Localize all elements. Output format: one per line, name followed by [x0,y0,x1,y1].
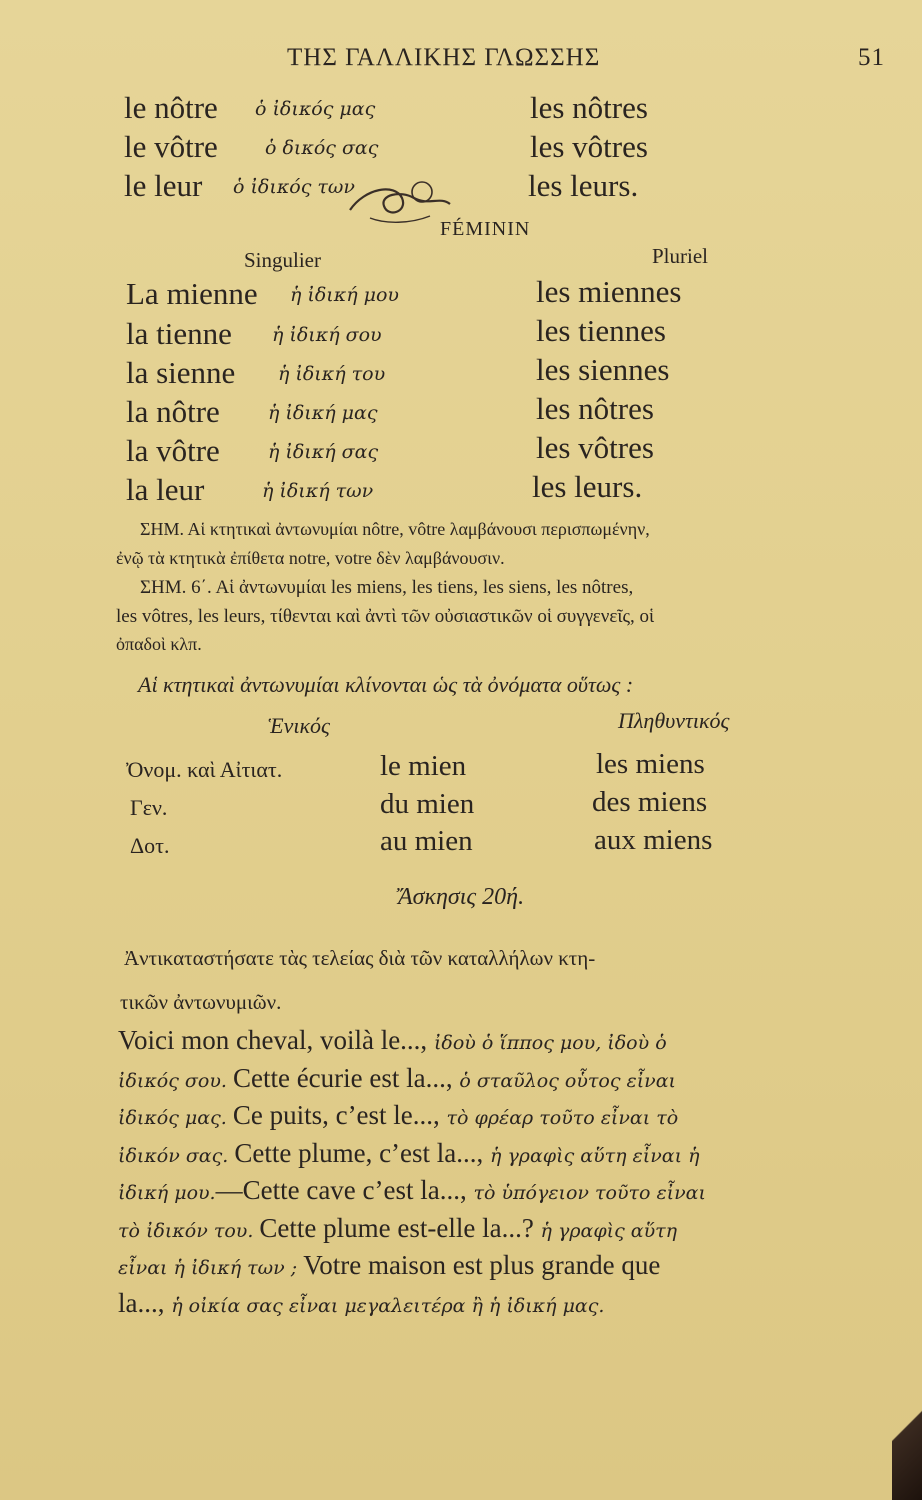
fem-fr-1: La mienne [126,276,258,311]
masc-gr-2: ὁ δικός σας [265,137,379,159]
masc-fr-3: le leur [124,168,203,203]
page-edge-shadow [892,1330,922,1500]
exercise-line [118,1097,896,1135]
fem-pl-6: les leurs. [532,469,643,504]
exercise-line [118,1135,896,1173]
greek-segment: ἰδικός σου. [118,1069,233,1092]
singular-column-head: Singulier [244,248,321,272]
declension-intro: Αἱ κτητικαὶ ἀντωνυμίαι κλίνονται ὡς τὰ ὀνόματα οὕτως : [138,672,634,697]
exercise-line [118,1285,896,1323]
exercise-line [118,1060,896,1098]
fem-fr-3: la sienne [126,355,236,390]
french-segment: —Cette cave c’est la..., [215,1175,474,1205]
exercise-line [118,1247,896,1285]
fem-gr-5: ἡ ἰδική σας [268,441,379,463]
fem-pl-4: les nôtres [536,391,654,426]
exercise-title: Ἄσκησις 20ή. [398,884,525,910]
french-segment: Cette plume, c’est la..., [234,1137,491,1168]
french-segment: Voici mon cheval, voilà le..., [118,1025,434,1055]
exercise-text [118,1022,896,1322]
page-number: 51 [858,44,885,71]
fem-gr-6: ἡ ἰδική των [262,480,374,502]
french-segment: la..., [118,1287,172,1318]
french-segment: Cette écurie est la..., [232,1062,460,1093]
note-2-line-1: ΣΗΜ. 6΄. Αἱ ἀντωνυμίαι les miens, les tiens, les siens, les nôtres, [140,577,634,598]
exercise-instruction-line-2: τικῶν ἀντωνυμιῶν. [120,990,282,1014]
sing-nominative: le mien [380,750,467,782]
fem-gr-2: ἡ ἰδική σου [272,324,382,346]
note-1-line-2: ἐνῷ τὰ κτητικὰ ἐπίθετα notre, votre δὲν λαμβάνουσιν. [116,548,505,568]
plur-nominative: les miens [596,748,705,780]
greek-segment: τὸ ἰδικόν του. [118,1219,260,1242]
greek-segment: ἰδικός μας. [118,1107,233,1129]
declension-singular-head: Ἑνικός [268,713,330,738]
case-genitive: Γεν. [130,795,168,820]
fem-pl-1: les miennes [536,274,682,309]
greek-segment: ἡ γραφὶς αὕτη [540,1219,678,1242]
masc-gr-3: ὁ ἰδικός των [233,176,355,198]
sing-dative: au mien [380,825,473,857]
sing-genitive: du mien [380,788,475,820]
running-title: ΤΗΣ ΓΑΛΛΙΚΗΣ ΓΛΩΣΣΗΣ [287,44,601,71]
exercise-line [118,1022,896,1060]
note-2-line-2: les vôtres, les leurs, τίθενται καὶ ἀντὶ τῶν οὐσιαστικῶν οἱ συγγενεῖς, οἱ [116,606,655,627]
masc-pl-1: les nôtres [530,90,648,125]
feminin-heading: FÉMININ [440,218,531,240]
masc-fr-2: le vôtre [124,129,218,164]
plural-column-head: Pluriel [652,244,708,268]
fem-fr-5: la vôtre [126,433,220,468]
greek-segment: τὸ φρέαρ τοῦτο εἶναι τὸ [446,1107,679,1129]
note-2-line-3: ὀπαδοὶ κλπ. [116,634,202,654]
greek-segment: ἡ γραφὶς αὕτη εἶναι ἡ [490,1144,700,1167]
fem-gr-4: ἡ ἰδική μας [268,402,378,424]
exercise-line [118,1210,896,1248]
fem-pl-3: les siennes [536,352,670,387]
masc-pl-2: les vôtres [530,129,648,164]
french-segment: Cette plume est-elle la...? [259,1212,541,1243]
greek-segment: τὸ ὑπόγειον τοῦτο εἶναι [473,1182,706,1204]
french-segment: Votre maison est plus grande que [303,1250,661,1280]
fem-fr-4: la nôtre [126,394,220,429]
greek-segment: ὁ σταῦλος οὗτος εἶναι [459,1069,676,1092]
greek-segment: ἡ οἰκία σας εἶναι μεγαλειτέρα ἢ ἡ ἰδική μας. [171,1294,605,1317]
french-segment: Ce puits, c’est le..., [232,1100,447,1130]
declension-plural-head: Πληθυντικός [618,708,730,733]
fem-pl-2: les tiennes [536,313,666,348]
exercise-line [118,1172,896,1210]
case-nominative: Ὀνομ. καὶ Αἰτιατ. [126,757,283,782]
fem-pl-5: les vôtres [536,430,654,465]
masc-gr-1: ὁ ἰδικός μας [255,98,376,120]
fem-gr-3: ἡ ἰδική του [278,363,386,385]
greek-segment: ἰδοὺ ὁ ἵππος μου, ἰδοὺ ὁ [433,1032,667,1054]
exercise-instruction-line-1: Ἀντικαταστήσατε τὰς τελείας διὰ τῶν καταλλήλων κτη- [124,946,596,970]
masc-fr-1: le nôtre [124,90,218,125]
fem-gr-1: ἡ ἰδική μου [290,284,399,306]
greek-segment: εἶναι ἡ ἰδική των ; [118,1257,304,1279]
case-dative: Δοτ. [130,833,170,858]
fem-fr-2: la tienne [126,316,232,351]
fem-fr-6: la leur [126,472,205,507]
greek-segment: ἰδική μου. [118,1182,216,1204]
plur-genitive: des miens [592,786,708,818]
plur-dative: aux miens [594,824,713,856]
masc-pl-3: les leurs. [528,168,639,203]
greek-segment: ἰδικόν σας. [118,1144,235,1167]
note-1-line-1: ΣΗΜ. Αἱ κτητικαὶ ἀντωνυμίαι nôtre, vôtre λαμβάνουσι περισπωμένην, [140,519,650,539]
